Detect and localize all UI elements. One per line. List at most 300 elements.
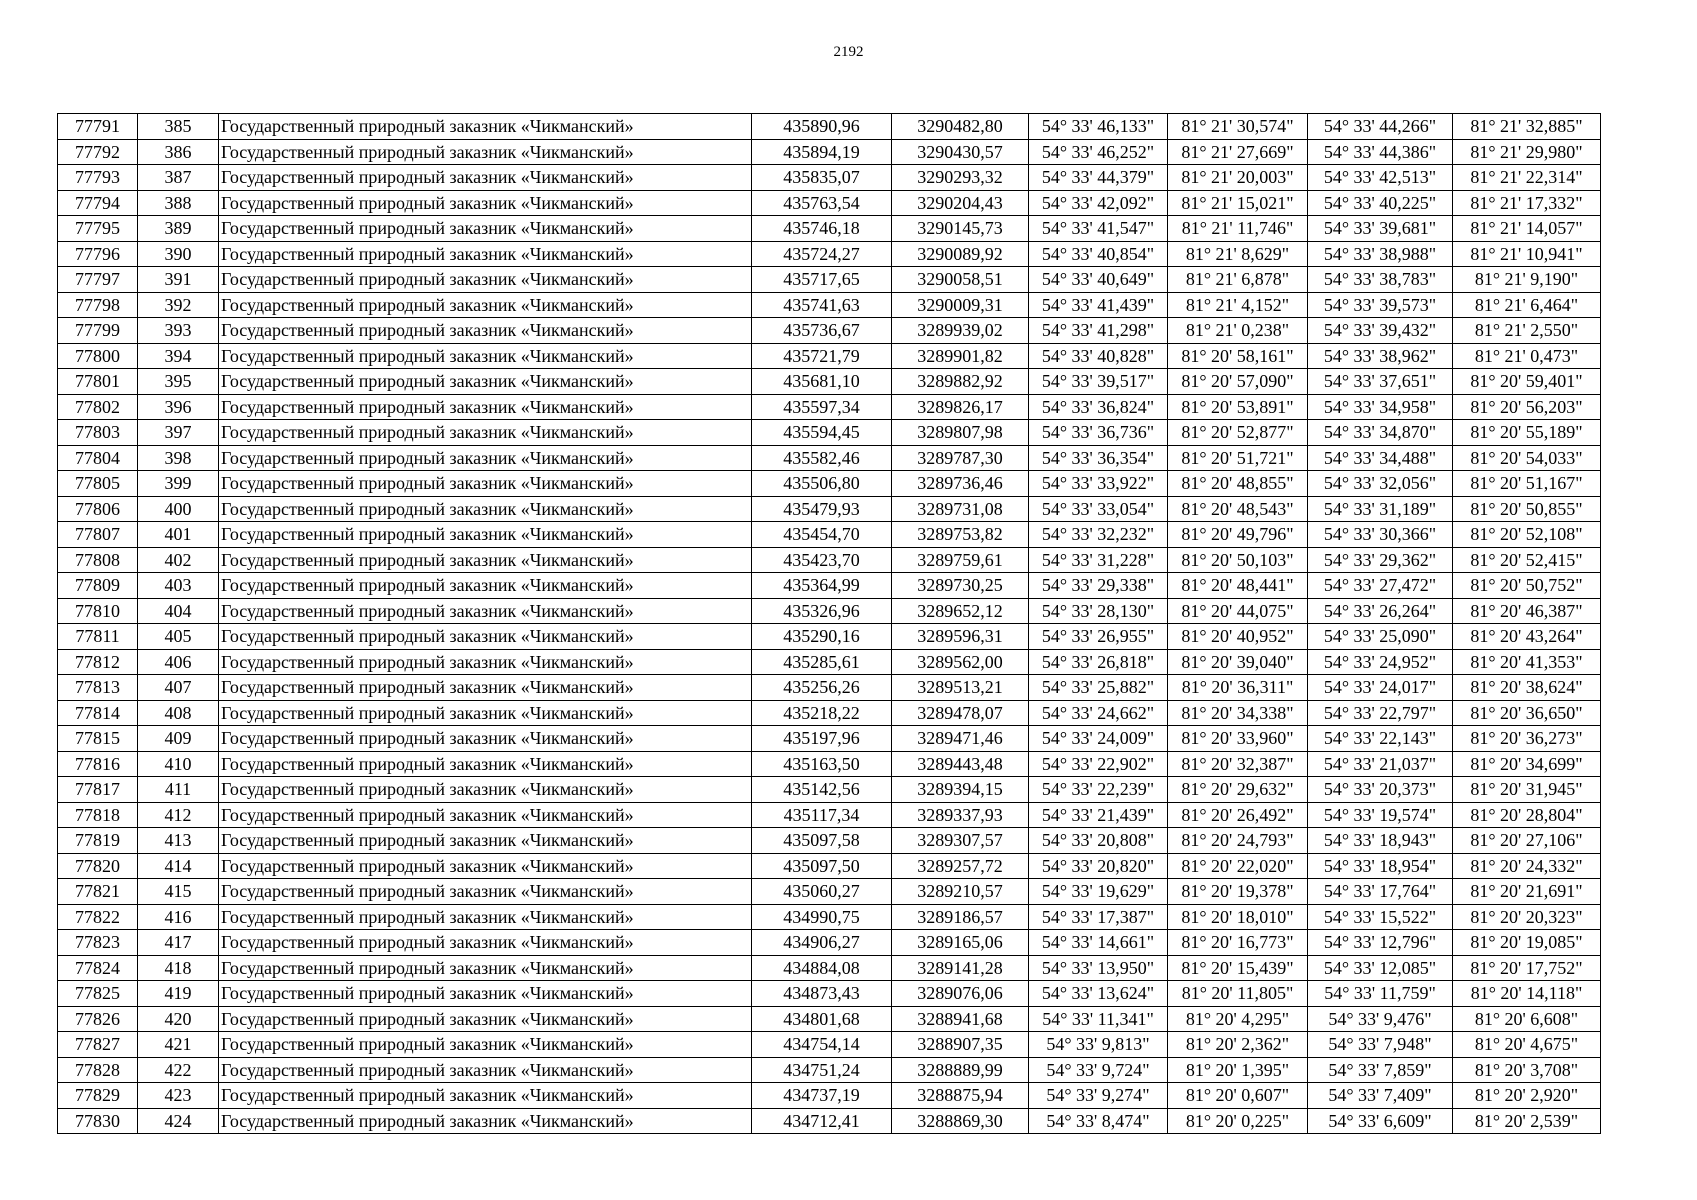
table-row bbox=[58, 1083, 1601, 1109]
coord-y-cell: 3288941,68 bbox=[892, 1006, 1029, 1032]
latitude-2-cell: 54° 33' 7,409" bbox=[1308, 1083, 1453, 1109]
coord-x-cell: 435721,79 bbox=[752, 343, 892, 369]
record-id-cell: 77795 bbox=[58, 216, 138, 242]
point-number-cell: 402 bbox=[138, 547, 219, 573]
record-id-cell: 77799 bbox=[58, 318, 138, 344]
latitude-1-cell: 54° 33' 36,736" bbox=[1029, 420, 1168, 446]
table-row bbox=[58, 445, 1601, 471]
point-number-cell: 411 bbox=[138, 777, 219, 803]
table-row bbox=[58, 726, 1601, 752]
point-number-cell: 409 bbox=[138, 726, 219, 752]
longitude-1-cell: 81° 20' 29,632" bbox=[1168, 777, 1308, 803]
page-number: 2192 bbox=[833, 44, 864, 60]
coord-x-cell: 435364,99 bbox=[752, 573, 892, 599]
record-id-cell: 77807 bbox=[58, 522, 138, 548]
longitude-2-cell: 81° 20' 14,118" bbox=[1453, 981, 1601, 1007]
latitude-1-cell: 54° 33' 25,882" bbox=[1029, 675, 1168, 701]
object-name-cell: Государственный природный заказник «Чикманский» bbox=[219, 139, 752, 165]
latitude-2-cell: 54° 33' 38,783" bbox=[1308, 267, 1453, 293]
point-number-cell: 392 bbox=[138, 292, 219, 318]
table-row bbox=[58, 190, 1601, 216]
longitude-2-cell: 81° 20' 54,033" bbox=[1453, 445, 1601, 471]
record-id-cell: 77791 bbox=[58, 114, 138, 140]
coord-y-cell: 3289141,28 bbox=[892, 955, 1029, 981]
object-name-cell: Государственный природный заказник «Чикманский» bbox=[219, 343, 752, 369]
table-row bbox=[58, 700, 1601, 726]
longitude-2-cell: 81° 20' 36,650" bbox=[1453, 700, 1601, 726]
longitude-2-cell: 81° 21' 14,057" bbox=[1453, 216, 1601, 242]
longitude-1-cell: 81° 21' 27,669" bbox=[1168, 139, 1308, 165]
coord-x-cell: 434737,19 bbox=[752, 1083, 892, 1109]
latitude-1-cell: 54° 33' 22,239" bbox=[1029, 777, 1168, 803]
longitude-2-cell: 81° 20' 2,539" bbox=[1453, 1108, 1601, 1134]
object-name-cell: Государственный природный заказник «Чикманский» bbox=[219, 828, 752, 854]
object-name-cell: Государственный природный заказник «Чикманский» bbox=[219, 292, 752, 318]
object-name-cell: Государственный природный заказник «Чикманский» bbox=[219, 471, 752, 497]
coord-x-cell: 435597,34 bbox=[752, 394, 892, 420]
table-row bbox=[58, 751, 1601, 777]
point-number-cell: 397 bbox=[138, 420, 219, 446]
record-id-cell: 77805 bbox=[58, 471, 138, 497]
latitude-2-cell: 54° 33' 15,522" bbox=[1308, 904, 1453, 930]
latitude-2-cell: 54° 33' 29,362" bbox=[1308, 547, 1453, 573]
coord-x-cell: 435746,18 bbox=[752, 216, 892, 242]
table-row bbox=[58, 1032, 1601, 1058]
latitude-1-cell: 54° 33' 46,133" bbox=[1029, 114, 1168, 140]
longitude-2-cell: 81° 20' 24,332" bbox=[1453, 853, 1601, 879]
object-name-cell: Государственный природный заказник «Чикманский» bbox=[219, 241, 752, 267]
longitude-2-cell: 81° 20' 52,415" bbox=[1453, 547, 1601, 573]
longitude-1-cell: 81° 20' 1,395" bbox=[1168, 1057, 1308, 1083]
object-name-cell: Государственный природный заказник «Чикманский» bbox=[219, 751, 752, 777]
longitude-2-cell: 81° 20' 34,699" bbox=[1453, 751, 1601, 777]
table-row bbox=[58, 1057, 1601, 1083]
record-id-cell: 77794 bbox=[58, 190, 138, 216]
longitude-1-cell: 81° 20' 48,543" bbox=[1168, 496, 1308, 522]
longitude-2-cell: 81° 20' 20,323" bbox=[1453, 904, 1601, 930]
coord-y-cell: 3289307,57 bbox=[892, 828, 1029, 854]
object-name-cell: Государственный природный заказник «Чикманский» bbox=[219, 1032, 752, 1058]
longitude-1-cell: 81° 21' 6,878" bbox=[1168, 267, 1308, 293]
point-number-cell: 395 bbox=[138, 369, 219, 395]
record-id-cell: 77792 bbox=[58, 139, 138, 165]
record-id-cell: 77815 bbox=[58, 726, 138, 752]
coord-x-cell: 434906,27 bbox=[752, 930, 892, 956]
latitude-1-cell: 54° 33' 13,624" bbox=[1029, 981, 1168, 1007]
longitude-1-cell: 81° 20' 26,492" bbox=[1168, 802, 1308, 828]
table-row bbox=[58, 267, 1601, 293]
latitude-1-cell: 54° 33' 26,818" bbox=[1029, 649, 1168, 675]
record-id-cell: 77826 bbox=[58, 1006, 138, 1032]
longitude-1-cell: 81° 20' 53,891" bbox=[1168, 394, 1308, 420]
point-number-cell: 421 bbox=[138, 1032, 219, 1058]
latitude-1-cell: 54° 33' 42,092" bbox=[1029, 190, 1168, 216]
coord-y-cell: 3289736,46 bbox=[892, 471, 1029, 497]
coord-x-cell: 435218,22 bbox=[752, 700, 892, 726]
point-number-cell: 408 bbox=[138, 700, 219, 726]
point-number-cell: 417 bbox=[138, 930, 219, 956]
longitude-1-cell: 81° 20' 52,877" bbox=[1168, 420, 1308, 446]
record-id-cell: 77798 bbox=[58, 292, 138, 318]
latitude-2-cell: 54° 33' 22,797" bbox=[1308, 700, 1453, 726]
object-name-cell: Государственный природный заказник «Чикманский» bbox=[219, 496, 752, 522]
longitude-1-cell: 81° 20' 48,441" bbox=[1168, 573, 1308, 599]
latitude-1-cell: 54° 33' 13,950" bbox=[1029, 955, 1168, 981]
table-row bbox=[58, 471, 1601, 497]
longitude-1-cell: 81° 20' 49,796" bbox=[1168, 522, 1308, 548]
longitude-2-cell: 81° 20' 46,387" bbox=[1453, 598, 1601, 624]
record-id-cell: 77828 bbox=[58, 1057, 138, 1083]
coord-y-cell: 3290058,51 bbox=[892, 267, 1029, 293]
point-number-cell: 385 bbox=[138, 114, 219, 140]
latitude-1-cell: 54° 33' 40,854" bbox=[1029, 241, 1168, 267]
point-number-cell: 398 bbox=[138, 445, 219, 471]
object-name-cell: Государственный природный заказник «Чикманский» bbox=[219, 216, 752, 242]
object-name-cell: Государственный природный заказник «Чикманский» bbox=[219, 1108, 752, 1134]
table-body bbox=[58, 114, 1601, 1134]
latitude-2-cell: 54° 33' 34,958" bbox=[1308, 394, 1453, 420]
table-row bbox=[58, 420, 1601, 446]
object-name-cell: Государственный природный заказник «Чикманский» bbox=[219, 777, 752, 803]
latitude-2-cell: 54° 33' 27,472" bbox=[1308, 573, 1453, 599]
table-row bbox=[58, 1108, 1601, 1134]
point-number-cell: 393 bbox=[138, 318, 219, 344]
latitude-1-cell: 54° 33' 20,820" bbox=[1029, 853, 1168, 879]
table-row bbox=[58, 777, 1601, 803]
longitude-1-cell: 81° 21' 20,003" bbox=[1168, 165, 1308, 191]
coord-y-cell: 3290430,57 bbox=[892, 139, 1029, 165]
latitude-2-cell: 54° 33' 39,681" bbox=[1308, 216, 1453, 242]
latitude-2-cell: 54° 33' 37,651" bbox=[1308, 369, 1453, 395]
coord-x-cell: 435717,65 bbox=[752, 267, 892, 293]
longitude-1-cell: 81° 21' 0,238" bbox=[1168, 318, 1308, 344]
object-name-cell: Государственный природный заказник «Чикманский» bbox=[219, 445, 752, 471]
coord-y-cell: 3290009,31 bbox=[892, 292, 1029, 318]
latitude-2-cell: 54° 33' 19,574" bbox=[1308, 802, 1453, 828]
coord-x-cell: 435894,19 bbox=[752, 139, 892, 165]
coord-y-cell: 3289337,93 bbox=[892, 802, 1029, 828]
table-row bbox=[58, 547, 1601, 573]
latitude-1-cell: 54° 33' 26,955" bbox=[1029, 624, 1168, 650]
coord-y-cell: 3289513,21 bbox=[892, 675, 1029, 701]
longitude-2-cell: 81° 21' 2,550" bbox=[1453, 318, 1601, 344]
object-name-cell: Государственный природный заказник «Чикманский» bbox=[219, 879, 752, 905]
coord-x-cell: 435097,50 bbox=[752, 853, 892, 879]
latitude-2-cell: 54° 33' 7,859" bbox=[1308, 1057, 1453, 1083]
coord-y-cell: 3289730,25 bbox=[892, 573, 1029, 599]
coord-x-cell: 434884,08 bbox=[752, 955, 892, 981]
table-row bbox=[58, 216, 1601, 242]
latitude-2-cell: 54° 33' 31,189" bbox=[1308, 496, 1453, 522]
coord-x-cell: 435290,16 bbox=[752, 624, 892, 650]
coord-y-cell: 3290204,43 bbox=[892, 190, 1029, 216]
point-number-cell: 396 bbox=[138, 394, 219, 420]
latitude-1-cell: 54° 33' 33,054" bbox=[1029, 496, 1168, 522]
object-name-cell: Государственный природный заказник «Чикманский» bbox=[219, 700, 752, 726]
point-number-cell: 407 bbox=[138, 675, 219, 701]
longitude-1-cell: 81° 21' 4,152" bbox=[1168, 292, 1308, 318]
coord-y-cell: 3289443,48 bbox=[892, 751, 1029, 777]
object-name-cell: Государственный природный заказник «Чикманский» bbox=[219, 649, 752, 675]
longitude-2-cell: 81° 21' 0,473" bbox=[1453, 343, 1601, 369]
object-name-cell: Государственный природный заказник «Чикманский» bbox=[219, 853, 752, 879]
longitude-2-cell: 81° 20' 56,203" bbox=[1453, 394, 1601, 420]
coord-x-cell: 434801,68 bbox=[752, 1006, 892, 1032]
longitude-1-cell: 81° 20' 11,805" bbox=[1168, 981, 1308, 1007]
object-name-cell: Государственный природный заказник «Чикманский» bbox=[219, 522, 752, 548]
longitude-1-cell: 81° 20' 34,338" bbox=[1168, 700, 1308, 726]
record-id-cell: 77814 bbox=[58, 700, 138, 726]
latitude-1-cell: 54° 33' 32,232" bbox=[1029, 522, 1168, 548]
coord-x-cell: 435097,58 bbox=[752, 828, 892, 854]
longitude-1-cell: 81° 20' 50,103" bbox=[1168, 547, 1308, 573]
object-name-cell: Государственный природный заказник «Чикманский» bbox=[219, 675, 752, 701]
table-row bbox=[58, 369, 1601, 395]
record-id-cell: 77812 bbox=[58, 649, 138, 675]
longitude-1-cell: 81° 20' 39,040" bbox=[1168, 649, 1308, 675]
record-id-cell: 77802 bbox=[58, 394, 138, 420]
coord-x-cell: 435060,27 bbox=[752, 879, 892, 905]
longitude-2-cell: 81° 20' 43,264" bbox=[1453, 624, 1601, 650]
longitude-1-cell: 81° 20' 24,793" bbox=[1168, 828, 1308, 854]
latitude-2-cell: 54° 33' 18,954" bbox=[1308, 853, 1453, 879]
longitude-1-cell: 81° 20' 32,387" bbox=[1168, 751, 1308, 777]
record-id-cell: 77808 bbox=[58, 547, 138, 573]
coord-y-cell: 3289076,06 bbox=[892, 981, 1029, 1007]
record-id-cell: 77819 bbox=[58, 828, 138, 854]
record-id-cell: 77830 bbox=[58, 1108, 138, 1134]
latitude-2-cell: 54° 33' 40,225" bbox=[1308, 190, 1453, 216]
table-row bbox=[58, 165, 1601, 191]
latitude-1-cell: 54° 33' 24,662" bbox=[1029, 700, 1168, 726]
coord-x-cell: 435890,96 bbox=[752, 114, 892, 140]
record-id-cell: 77811 bbox=[58, 624, 138, 650]
coord-x-cell: 435506,80 bbox=[752, 471, 892, 497]
longitude-2-cell: 81° 20' 27,106" bbox=[1453, 828, 1601, 854]
longitude-1-cell: 81° 20' 22,020" bbox=[1168, 853, 1308, 879]
coord-y-cell: 3289807,98 bbox=[892, 420, 1029, 446]
object-name-cell: Государственный природный заказник «Чикманский» bbox=[219, 802, 752, 828]
point-number-cell: 423 bbox=[138, 1083, 219, 1109]
object-name-cell: Государственный природный заказник «Чикманский» bbox=[219, 573, 752, 599]
table-row bbox=[58, 930, 1601, 956]
longitude-1-cell: 81° 20' 48,855" bbox=[1168, 471, 1308, 497]
longitude-2-cell: 81° 20' 55,189" bbox=[1453, 420, 1601, 446]
longitude-1-cell: 81° 21' 8,629" bbox=[1168, 241, 1308, 267]
coord-y-cell: 3289652,12 bbox=[892, 598, 1029, 624]
latitude-1-cell: 54° 33' 44,379" bbox=[1029, 165, 1168, 191]
point-number-cell: 415 bbox=[138, 879, 219, 905]
object-name-cell: Государственный природный заказник «Чикманский» bbox=[219, 420, 752, 446]
latitude-2-cell: 54° 33' 39,432" bbox=[1308, 318, 1453, 344]
longitude-2-cell: 81° 20' 50,752" bbox=[1453, 573, 1601, 599]
longitude-2-cell: 81° 20' 19,085" bbox=[1453, 930, 1601, 956]
record-id-cell: 77810 bbox=[58, 598, 138, 624]
longitude-2-cell: 81° 20' 59,401" bbox=[1453, 369, 1601, 395]
longitude-2-cell: 81° 20' 6,608" bbox=[1453, 1006, 1601, 1032]
latitude-1-cell: 54° 33' 40,649" bbox=[1029, 267, 1168, 293]
coord-y-cell: 3290089,92 bbox=[892, 241, 1029, 267]
point-number-cell: 410 bbox=[138, 751, 219, 777]
coord-y-cell: 3290482,80 bbox=[892, 114, 1029, 140]
latitude-1-cell: 54° 33' 8,474" bbox=[1029, 1108, 1168, 1134]
object-name-cell: Государственный природный заказник «Чикманский» bbox=[219, 369, 752, 395]
coord-x-cell: 435163,50 bbox=[752, 751, 892, 777]
record-id-cell: 77796 bbox=[58, 241, 138, 267]
coordinates-table bbox=[57, 113, 1601, 1134]
coord-x-cell: 434751,24 bbox=[752, 1057, 892, 1083]
point-number-cell: 419 bbox=[138, 981, 219, 1007]
record-id-cell: 77824 bbox=[58, 955, 138, 981]
longitude-1-cell: 81° 20' 15,439" bbox=[1168, 955, 1308, 981]
latitude-2-cell: 54° 33' 6,609" bbox=[1308, 1108, 1453, 1134]
coord-y-cell: 3289882,92 bbox=[892, 369, 1029, 395]
object-name-cell: Государственный природный заказник «Чикманский» bbox=[219, 598, 752, 624]
coord-x-cell: 434990,75 bbox=[752, 904, 892, 930]
latitude-1-cell: 54° 33' 24,009" bbox=[1029, 726, 1168, 752]
latitude-1-cell: 54° 33' 36,354" bbox=[1029, 445, 1168, 471]
object-name-cell: Государственный природный заказник «Чикманский» bbox=[219, 726, 752, 752]
longitude-1-cell: 81° 20' 19,378" bbox=[1168, 879, 1308, 905]
latitude-2-cell: 54° 33' 39,573" bbox=[1308, 292, 1453, 318]
latitude-2-cell: 54° 33' 20,373" bbox=[1308, 777, 1453, 803]
coord-x-cell: 435117,34 bbox=[752, 802, 892, 828]
record-id-cell: 77818 bbox=[58, 802, 138, 828]
record-id-cell: 77813 bbox=[58, 675, 138, 701]
point-number-cell: 416 bbox=[138, 904, 219, 930]
coord-x-cell: 435594,45 bbox=[752, 420, 892, 446]
latitude-2-cell: 54° 33' 9,476" bbox=[1308, 1006, 1453, 1032]
longitude-2-cell: 81° 21' 29,980" bbox=[1453, 139, 1601, 165]
latitude-1-cell: 54° 33' 9,724" bbox=[1029, 1057, 1168, 1083]
latitude-1-cell: 54° 33' 22,902" bbox=[1029, 751, 1168, 777]
object-name-cell: Государственный природный заказник «Чикманский» bbox=[219, 267, 752, 293]
coord-x-cell: 435724,27 bbox=[752, 241, 892, 267]
longitude-2-cell: 81° 21' 22,314" bbox=[1453, 165, 1601, 191]
record-id-cell: 77817 bbox=[58, 777, 138, 803]
coord-x-cell: 435736,67 bbox=[752, 318, 892, 344]
point-number-cell: 420 bbox=[138, 1006, 219, 1032]
longitude-2-cell: 81° 20' 51,167" bbox=[1453, 471, 1601, 497]
coord-x-cell: 435197,96 bbox=[752, 726, 892, 752]
coord-x-cell: 435741,63 bbox=[752, 292, 892, 318]
longitude-2-cell: 81° 21' 32,885" bbox=[1453, 114, 1601, 140]
latitude-1-cell: 54° 33' 39,517" bbox=[1029, 369, 1168, 395]
latitude-1-cell: 54° 33' 9,813" bbox=[1029, 1032, 1168, 1058]
object-name-cell: Государственный природный заказник «Чикманский» bbox=[219, 930, 752, 956]
longitude-2-cell: 81° 20' 50,855" bbox=[1453, 496, 1601, 522]
coord-x-cell: 435326,96 bbox=[752, 598, 892, 624]
point-number-cell: 405 bbox=[138, 624, 219, 650]
latitude-2-cell: 54° 33' 11,759" bbox=[1308, 981, 1453, 1007]
coord-x-cell: 434712,41 bbox=[752, 1108, 892, 1134]
table-row bbox=[58, 292, 1601, 318]
point-number-cell: 391 bbox=[138, 267, 219, 293]
coord-x-cell: 434873,43 bbox=[752, 981, 892, 1007]
coord-y-cell: 3289257,72 bbox=[892, 853, 1029, 879]
latitude-2-cell: 54° 33' 42,513" bbox=[1308, 165, 1453, 191]
longitude-1-cell: 81° 21' 30,574" bbox=[1168, 114, 1308, 140]
coord-x-cell: 435681,10 bbox=[752, 369, 892, 395]
latitude-2-cell: 54° 33' 17,764" bbox=[1308, 879, 1453, 905]
longitude-2-cell: 81° 20' 28,804" bbox=[1453, 802, 1601, 828]
point-number-cell: 400 bbox=[138, 496, 219, 522]
object-name-cell: Государственный природный заказник «Чикманский» bbox=[219, 190, 752, 216]
latitude-1-cell: 54° 33' 41,439" bbox=[1029, 292, 1168, 318]
coord-x-cell: 435582,46 bbox=[752, 445, 892, 471]
longitude-1-cell: 81° 20' 4,295" bbox=[1168, 1006, 1308, 1032]
table-row bbox=[58, 598, 1601, 624]
latitude-1-cell: 54° 33' 46,252" bbox=[1029, 139, 1168, 165]
record-id-cell: 77806 bbox=[58, 496, 138, 522]
table-row bbox=[58, 828, 1601, 854]
record-id-cell: 77823 bbox=[58, 930, 138, 956]
point-number-cell: 386 bbox=[138, 139, 219, 165]
latitude-2-cell: 54° 33' 34,870" bbox=[1308, 420, 1453, 446]
object-name-cell: Государственный природный заказник «Чикманский» bbox=[219, 981, 752, 1007]
point-number-cell: 413 bbox=[138, 828, 219, 854]
record-id-cell: 77797 bbox=[58, 267, 138, 293]
record-id-cell: 77800 bbox=[58, 343, 138, 369]
record-id-cell: 77809 bbox=[58, 573, 138, 599]
table-row bbox=[58, 879, 1601, 905]
table-row bbox=[58, 343, 1601, 369]
latitude-1-cell: 54° 33' 33,922" bbox=[1029, 471, 1168, 497]
coord-x-cell: 434754,14 bbox=[752, 1032, 892, 1058]
point-number-cell: 389 bbox=[138, 216, 219, 242]
coord-x-cell: 435454,70 bbox=[752, 522, 892, 548]
latitude-2-cell: 54° 33' 12,796" bbox=[1308, 930, 1453, 956]
longitude-2-cell: 81° 20' 52,108" bbox=[1453, 522, 1601, 548]
latitude-2-cell: 54° 33' 25,090" bbox=[1308, 624, 1453, 650]
longitude-1-cell: 81° 21' 15,021" bbox=[1168, 190, 1308, 216]
point-number-cell: 404 bbox=[138, 598, 219, 624]
longitude-1-cell: 81° 20' 58,161" bbox=[1168, 343, 1308, 369]
latitude-2-cell: 54° 33' 24,017" bbox=[1308, 675, 1453, 701]
coord-y-cell: 3289939,02 bbox=[892, 318, 1029, 344]
longitude-1-cell: 81° 20' 0,225" bbox=[1168, 1108, 1308, 1134]
latitude-2-cell: 54° 33' 24,952" bbox=[1308, 649, 1453, 675]
coord-x-cell: 435479,93 bbox=[752, 496, 892, 522]
longitude-2-cell: 81° 20' 41,353" bbox=[1453, 649, 1601, 675]
coord-y-cell: 3289478,07 bbox=[892, 700, 1029, 726]
table-row bbox=[58, 522, 1601, 548]
longitude-1-cell: 81° 20' 2,362" bbox=[1168, 1032, 1308, 1058]
coord-y-cell: 3289759,61 bbox=[892, 547, 1029, 573]
coord-y-cell: 3289210,57 bbox=[892, 879, 1029, 905]
table-row bbox=[58, 853, 1601, 879]
record-id-cell: 77801 bbox=[58, 369, 138, 395]
table-row bbox=[58, 573, 1601, 599]
longitude-2-cell: 81° 21' 6,464" bbox=[1453, 292, 1601, 318]
latitude-1-cell: 54° 33' 29,338" bbox=[1029, 573, 1168, 599]
coord-x-cell: 435256,26 bbox=[752, 675, 892, 701]
coord-y-cell: 3289562,00 bbox=[892, 649, 1029, 675]
latitude-1-cell: 54° 33' 36,824" bbox=[1029, 394, 1168, 420]
latitude-1-cell: 54° 33' 41,298" bbox=[1029, 318, 1168, 344]
longitude-1-cell: 81° 20' 36,311" bbox=[1168, 675, 1308, 701]
latitude-2-cell: 54° 33' 21,037" bbox=[1308, 751, 1453, 777]
longitude-1-cell: 81° 20' 18,010" bbox=[1168, 904, 1308, 930]
latitude-2-cell: 54° 33' 30,366" bbox=[1308, 522, 1453, 548]
coord-y-cell: 3288889,99 bbox=[892, 1057, 1029, 1083]
coord-y-cell: 3289596,31 bbox=[892, 624, 1029, 650]
longitude-1-cell: 81° 20' 33,960" bbox=[1168, 726, 1308, 752]
table-row bbox=[58, 649, 1601, 675]
table-row bbox=[58, 241, 1601, 267]
longitude-1-cell: 81° 20' 40,952" bbox=[1168, 624, 1308, 650]
longitude-2-cell: 81° 20' 3,708" bbox=[1453, 1057, 1601, 1083]
